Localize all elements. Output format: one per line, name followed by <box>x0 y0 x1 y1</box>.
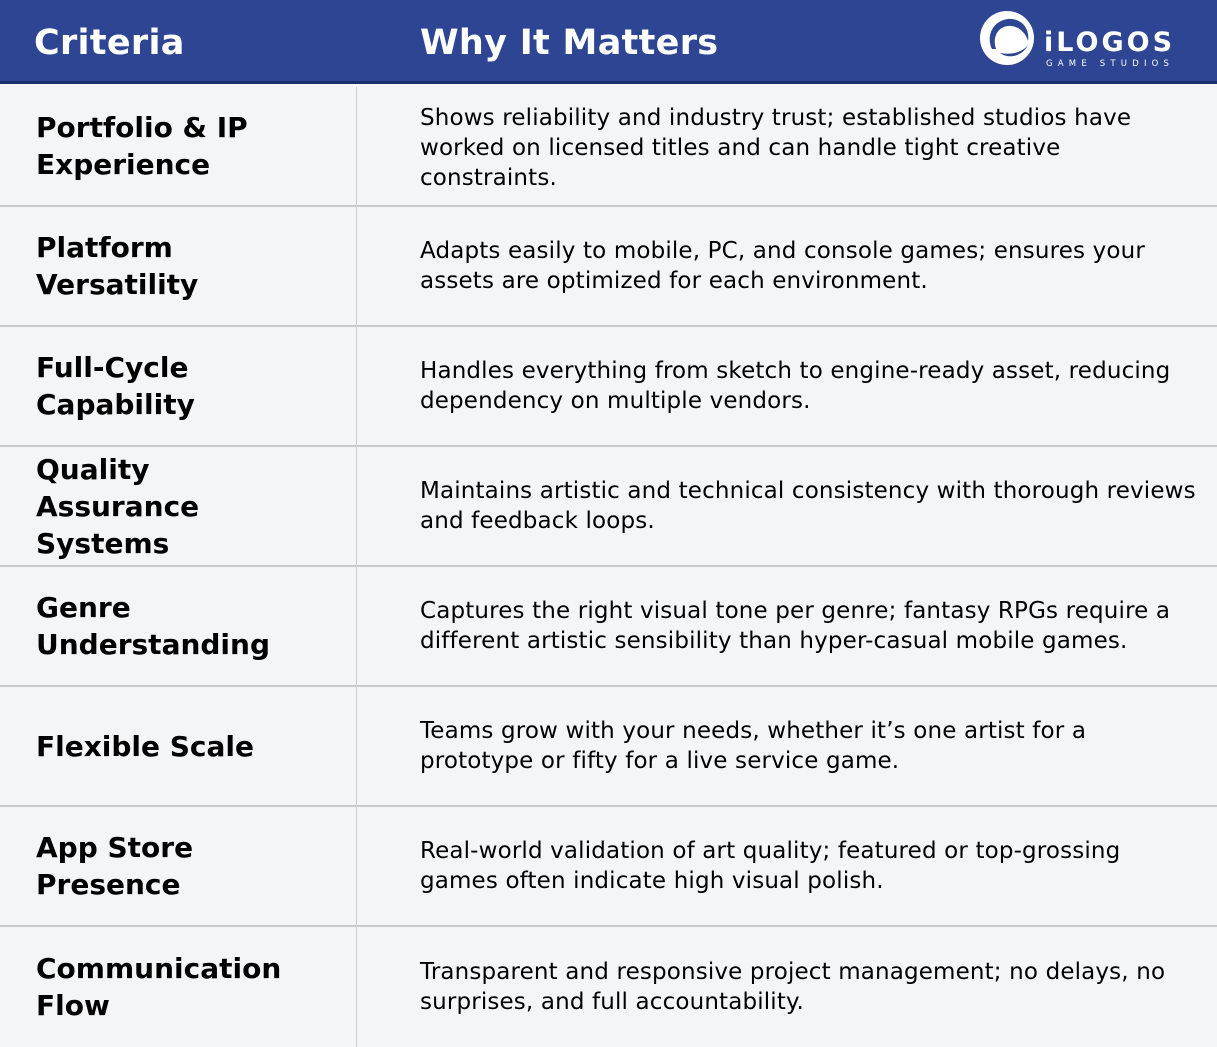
table-row <box>0 447 1217 567</box>
logo-wordmark: iLOGOS <box>1044 27 1176 58</box>
why-text: Maintains artistic and technical consistency with thorough reviews and feedback loops. <box>420 478 1196 534</box>
why-text: Teams grow with your needs, whether it’s one artist for a prototype or fifty for a live service game. <box>420 718 1087 774</box>
table-row <box>0 207 1217 327</box>
why-text: Handles everything from sketch to engine-ready asset, reducing dependency on multiple vendors. <box>420 358 1171 414</box>
why-text: Transparent and responsive project management; no delays, no surprises, and full accountability. <box>420 959 1166 1015</box>
why-cell <box>358 207 1217 325</box>
header-why-it-matters: Why It Matters <box>420 23 719 63</box>
why-cell <box>358 87 1217 205</box>
why-text: Captures the right visual tone per genre; fantasy RPGs require a different artistic sensibility than hyper-casual mobile games. <box>420 598 1171 654</box>
table-row <box>0 327 1217 447</box>
table-row <box>0 87 1217 207</box>
header-criteria: Criteria <box>34 23 185 63</box>
criteria-label: Portfolio & IP Experience <box>36 111 248 181</box>
criteria-table <box>0 87 1217 1047</box>
why-text: Real-world validation of art quality; featured or top-grossing games often indicate high visual polish. <box>420 838 1121 894</box>
criteria-label: Flexible Scale <box>36 729 254 763</box>
why-cell <box>358 447 1217 565</box>
why-cell <box>358 807 1217 925</box>
table-header <box>0 0 1217 84</box>
criteria-label: Platform Versatility <box>36 231 199 301</box>
criteria-cell <box>0 687 357 805</box>
criteria-cell <box>0 927 357 1047</box>
why-text: Adapts easily to mobile, PC, and console games; ensures your assets are optimized for each environment. <box>420 238 1145 294</box>
criteria-cell <box>0 207 357 325</box>
why-cell <box>358 687 1217 805</box>
criteria-label: Full-Cycle Capability <box>36 351 195 421</box>
criteria-cell <box>0 567 357 685</box>
ilogos-logo-icon <box>978 9 1036 67</box>
table-row <box>0 927 1217 1047</box>
criteria-cell <box>0 327 357 445</box>
why-cell <box>358 927 1217 1047</box>
ilogos-logo <box>978 9 1178 73</box>
why-cell <box>358 327 1217 445</box>
criteria-cell <box>0 807 357 925</box>
table-row <box>0 687 1217 807</box>
table-row <box>0 807 1217 927</box>
why-text: Shows reliability and industry trust; established studios have worked on licensed titles and can handle tight creative constraints. <box>420 105 1132 191</box>
criteria-label: App Store Presence <box>36 831 194 901</box>
why-cell <box>358 567 1217 685</box>
criteria-label: Genre Understanding <box>36 591 271 661</box>
logo-subtitle: GAME STUDIOS <box>1046 59 1175 69</box>
table-row <box>0 567 1217 687</box>
criteria-cell <box>0 87 357 205</box>
criteria-label: Communication Flow <box>36 952 282 1022</box>
criteria-cell <box>0 447 357 565</box>
criteria-label: Quality Assurance Systems <box>36 452 200 560</box>
